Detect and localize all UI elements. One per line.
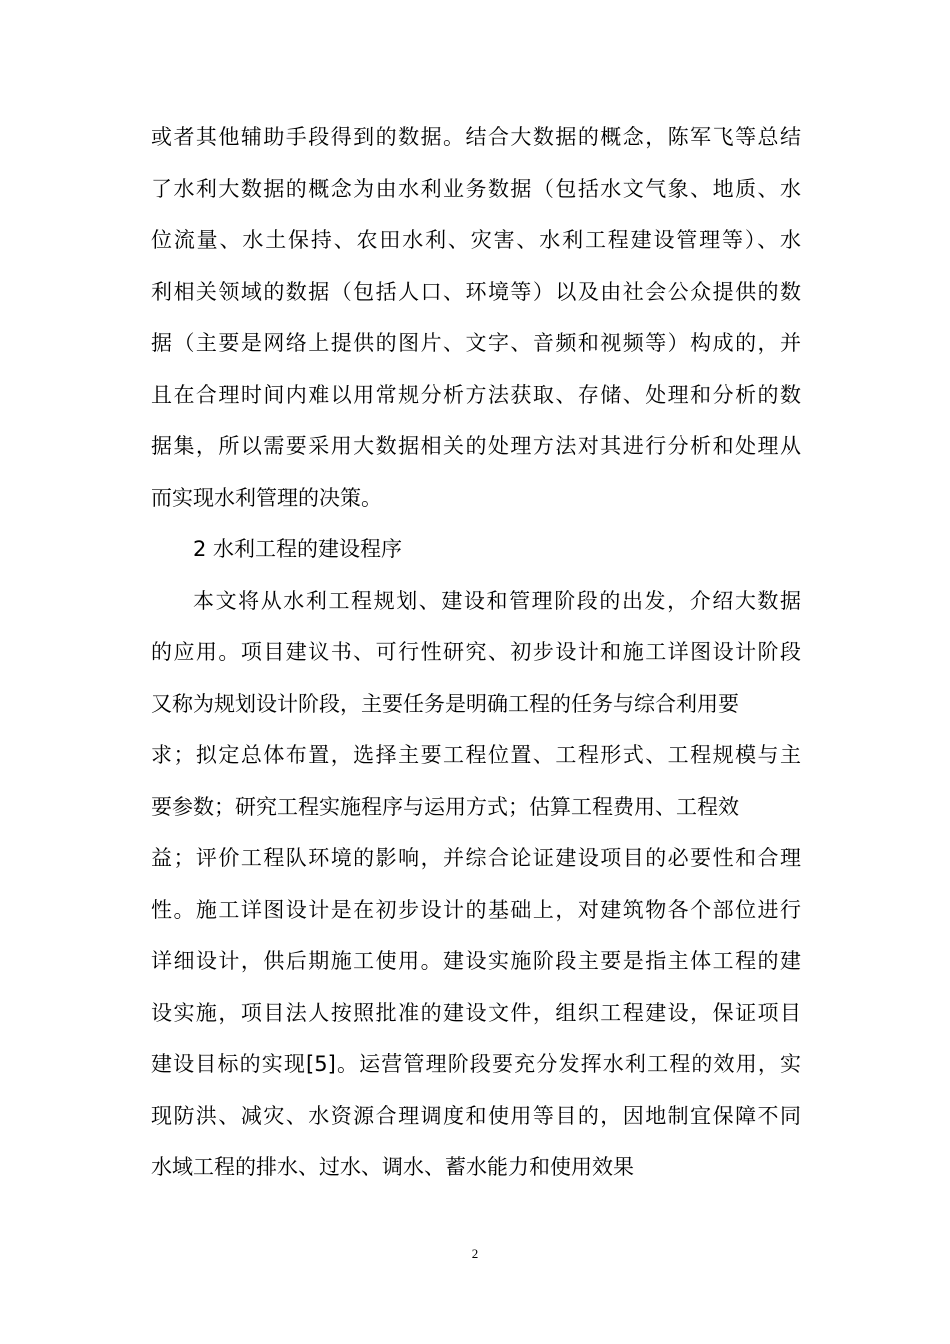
text-line: 位流量、水土保持、农田水利、灾害、水利工程建设管理等）、水 [151,228,801,252]
text-line: 据（主要是网络上提供的图片、文字、音频和视频等）构成的，并 [151,331,801,355]
text-line: 的应用。项目建议书、可行性研究、初步设计和施工详图设计阶段 [151,640,801,664]
text-line: 了水利大数据的概念为由水利业务数据（包括水文气象、地质、水 [151,177,801,201]
text-line: 本文将从水利工程规划、建设和管理阶段的出发，介绍大数据 [193,589,801,613]
text-line: 益；评价工程队环境的影响，并综合论证建设项目的必要性和合理 [151,846,801,870]
section-heading: 2 水利工程的建设程序 [193,537,403,561]
text-line: 据集，所以需要采用大数据相关的处理方法对其进行分析和处理从 [151,434,801,458]
text-line: 现防洪、减灾、水资源合理调度和使用等目的，因地制宜保障不同 [151,1104,801,1128]
text-line: 水域工程的排水、过水、调水、蓄水能力和使用效果 [151,1155,634,1179]
text-line: 而实现水利管理的决策。 [151,486,382,510]
text-line: 利相关领域的数据（包括人口、环境等）以及由社会公众提供的数 [151,280,801,304]
text-line: 要参数；研究工程实施程序与运用方式；估算工程费用、工程效 [151,795,739,819]
text-line: 或者其他辅助手段得到的数据。结合大数据的概念，陈军飞等总结 [151,125,801,149]
text-line: 且在合理时间内难以用常规分析方法获取、存储、处理和分析的数 [151,383,801,407]
text-line: 又称为规划设计阶段，主要任务是明确工程的任务与综合利用要 [151,692,739,716]
page-number: 2 [471,1246,479,1261]
text-line: 建设目标的实现[5]。运营管理阶段要充分发挥水利工程的效用，实 [151,1052,801,1076]
text-line: 性。施工详图设计是在初步设计的基础上，对建筑物各个部位进行 [151,898,801,922]
text-line: 详细设计，供后期施工使用。建设实施阶段主要是指主体工程的建 [151,949,801,973]
text-line: 求；拟定总体布置，选择主要工程位置、工程形式、工程规模与主 [151,743,801,767]
text-line: 设实施，项目法人按照批准的建设文件，组织工程建设，保证项目 [151,1001,801,1025]
